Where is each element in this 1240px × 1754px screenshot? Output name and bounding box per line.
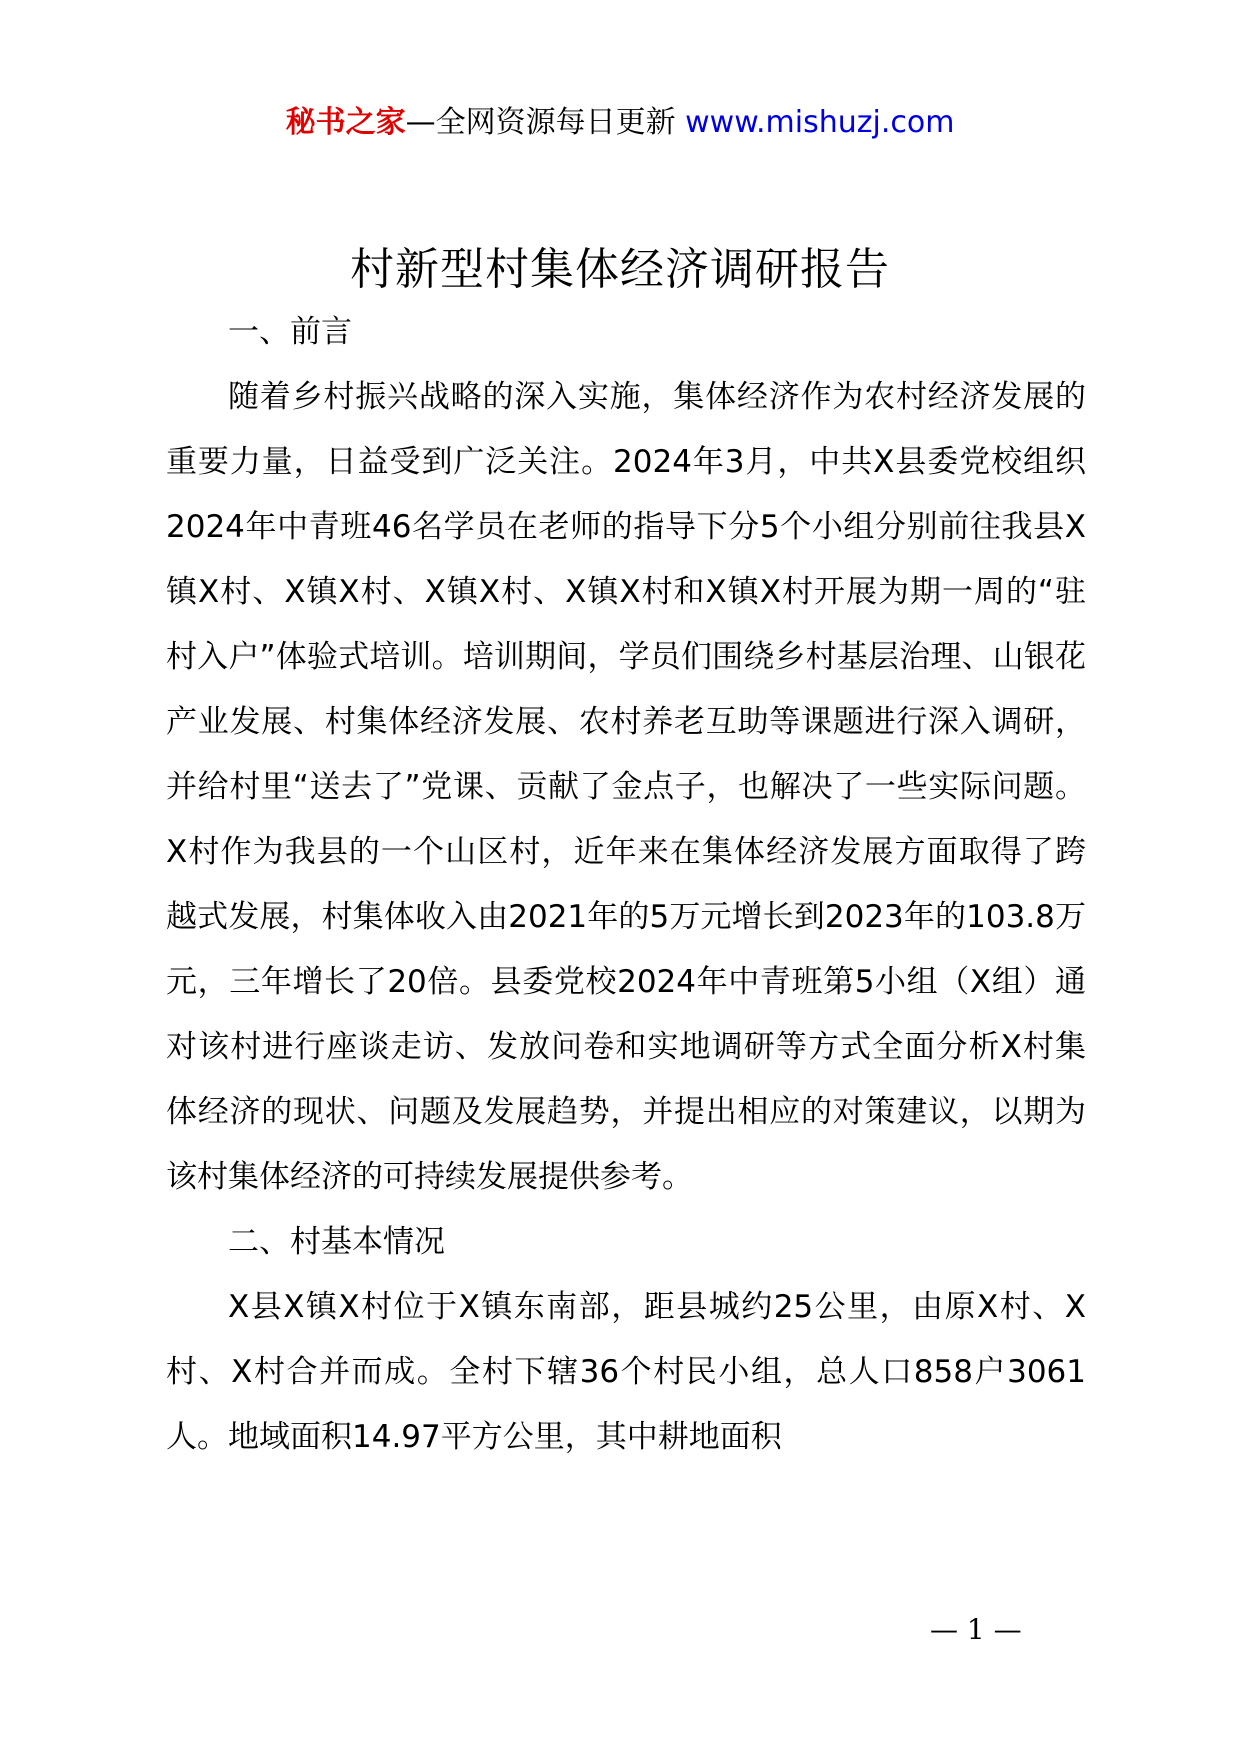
paragraph-preface: 随着乡村振兴战略的深入实施，集体经济作为农村经济发展的重要力量，日益受到广泛关注。2024年3月，中共X县委党校组织2024年中青班46名学员在老师的指导下分5个小组分别前往我县X镇X村、X镇X村、X镇X村、X镇X村和X镇X村开展为期一周的“驻村入户”体验式培训。培训期间，学员们围绕乡村基层治理、山银花产业发展、村集体经济发展、农村养老互助等课题进行深入调研，并给村里“送去了”党课、贡献了金点子，也解决了一些实际问题。X村作为我县的一个山区村，近年来在集体经济发展方面取得了跨越式发展，村集体收入由2021年的5万元增长到2023年的103.8万元，三年增长了20倍。县委党校2024年中青班第5小组（X组）通对该村进行座谈走访、发放问卷和实地调研等方式全面分析X村集体经济的现状、问题及发展趋势，并提出相应的对策建议，以期为该村集体经济的可持续发展提供参考。: [166, 379, 1086, 1195]
site-url-link[interactable]: www.mishuzj.com: [685, 105, 955, 140]
section-heading-village-overview: 二、村基本情况: [228, 1224, 445, 1260]
page-number: — 1 —: [930, 1613, 1022, 1646]
paragraph-village-overview: X县X镇X村位于X镇东南部，距县城约25公里，由原X村、X村、X村合并而成。全村下辖36个村民小组，总人口858户3061人。地域面积14.97平方公里，其中耕地面积: [166, 1289, 1086, 1455]
brand-name: 秘书之家: [285, 105, 406, 140]
document-title: 村新型村集体经济调研报告: [350, 244, 890, 295]
site-header-banner: [0, 103, 1240, 143]
section-heading-preface: 一、前言: [228, 314, 352, 350]
document-body: [166, 300, 1086, 1470]
header-tagline: —全网资源每日更新: [405, 105, 686, 140]
